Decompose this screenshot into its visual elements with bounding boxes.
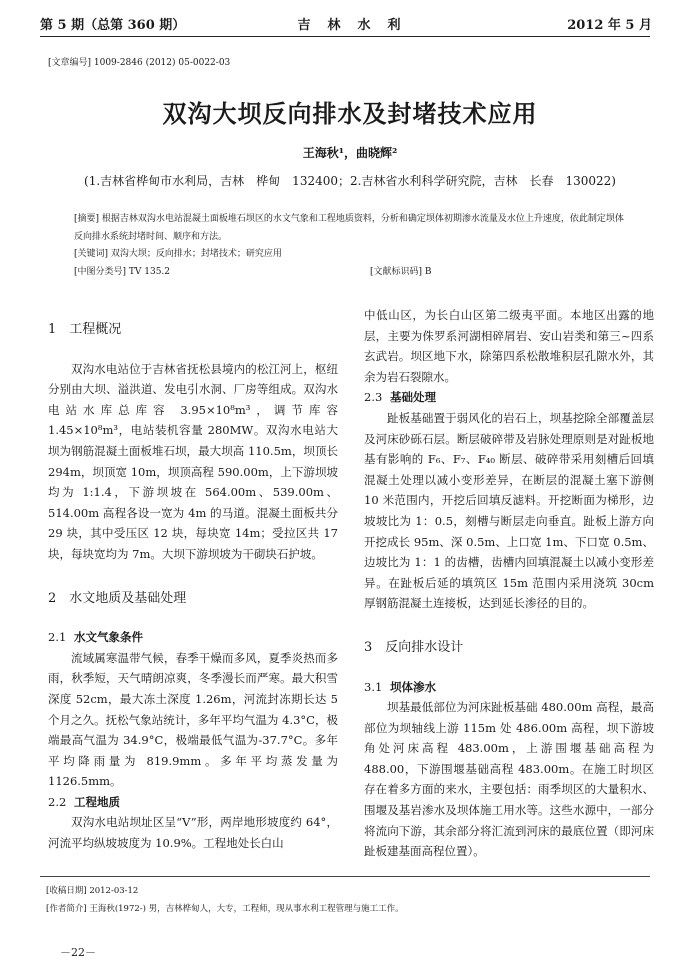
- keywords: [关键词] 双沟大坝；反向排水；封堵技术；研究应用: [74, 249, 282, 259]
- author-bio: [作者简介] 王海秋(1972-) 男，吉林桦甸人，大专，工程师，现从事水利工程管理与施工工作。: [46, 904, 404, 914]
- subsection-2-3-paragraph: 趾板基础置于弱风化的岩石上，坝基挖除全部覆盖层及河床砂砾石层。断层破碎带及岩脉处理原则是对趾板地基有影响的 F₆、F₇、F₄₀ 断层、破碎带采用刻槽后回填混凝土处理以减小变形差异，在断层的混凝土塞下游侧 10 米范围内，开挖后回填反滤料。开挖断面为梯形，边坡坡比为 1：0.5，刻槽与断层走向垂直。趾板上游方向开挖成长 95m、深 0.5m、上口宽 1m、下口宽 0.5m、边坡比为 1：1 的齿槽，齿槽内回填混凝土以减小变形差异。在趾板后延的填筑区 15m 范围内采用浇筑 30cm 厚钢筋混凝土连接板，达到延长渗径的目的。: [364, 410, 654, 611]
- subsection-number: 2.2: [48, 794, 67, 809]
- header-date: 2012 年 5 月: [567, 18, 652, 33]
- left-column: [48, 306, 338, 854]
- section-2-title: 2 水文地质及基础处理: [48, 590, 187, 606]
- authors: 王海秋¹，曲晓辉²: [302, 146, 398, 160]
- subsection-2-2-paragraph: 双沟水电站坝址区呈“V”形，两岸地形坡度约 64°，河流平均纵坡坡度为 10.9%。工程地处长白山: [48, 815, 338, 851]
- subsection-title: 工程地质: [74, 794, 120, 809]
- section-3-title: 3 反向排水设计: [364, 639, 464, 655]
- subsection-number: 2.3: [364, 390, 383, 405]
- subsection-2-1-heading: [48, 627, 338, 648]
- paper-title: 双沟大坝反向排水及封堵技术应用: [162, 99, 538, 128]
- subsection-number: 2.1: [48, 630, 67, 645]
- footer-rule: [40, 876, 650, 877]
- subsection-3-1-paragraph: 坝基最低部位为河床趾板基础 480.00m 高程，最高部位为坝轴线上游 115m 处 486.00m 高程，坝下游坡角处河床高程 483.00m，上游围堰基础高程为 488.00，下游围堰基础高程 483.00m。在施工时坝区存在着多方面的来水，主要包括：雨季坝区的大量积水、围堰及基岩渗水及坝体施工用水等。这些水源中，一部分将流向下游，其余部分将汇流到河床的最底位置（即河床趾板建基面高程位置）。: [364, 700, 654, 859]
- doc-code: [文献标识码] B: [370, 267, 432, 277]
- section-1-title: 1 工程概况: [48, 322, 122, 337]
- subsection-title: 坝体渗水: [390, 679, 436, 694]
- subsection-number: 3.1: [364, 679, 383, 694]
- affiliation: (1.吉林省桦甸市水利局，吉林 桦甸 132400；2.吉林省水利科学研究院，吉林 长春 130022): [84, 174, 616, 188]
- header-rule: [40, 36, 650, 37]
- subsection-title: 基础处理: [390, 390, 436, 405]
- subsection-title: 水文气象条件: [74, 630, 143, 645]
- clc-number: [中图分类号] TV 135.2: [74, 267, 171, 277]
- received-date: [收稿日期] 2012-03-12: [46, 886, 139, 896]
- subsection-2-2-heading: [48, 792, 338, 813]
- section-1-paragraph: 双沟水电站位于吉林省抚松县境内的松江河上，枢纽分别由大坝、溢洪道、发电引水洞、厂房等组成。双沟水电站水库总库容 3.95×10⁸m³，调节库容 1.45×10⁸m³，电站装机容量 280MW。双沟水电站大坝为钢筋混凝土面板堆石坝，最大坝高 110.5m，坝顶长 294m，坝顶宽 10m，坝顶高程 590.00m，上下游坝坡均为 1:1.4，下游坝坡在 564.00m、539.00m、514.00m 高程各设一宽为 4m 的马道。混凝土面板共分 29 块，其中受压区 12 块，每块宽 14m；受拉区共 17 块，每块宽均为 7m。大坝下游坝坡为干砌块石护坡。: [48, 361, 338, 561]
- subsection-3-1-heading: [364, 677, 654, 698]
- abstract: [摘要] 根据吉林双沟水电站混凝土面板堆石坝区的水文气象和工程地质资料，分析和确定坝体初期渗水流量及水位上升速度，依此制定坝体反向排水系统封堵时间、顺序和方法。: [74, 214, 624, 242]
- page-number: －22－: [60, 946, 96, 959]
- header-journal: 吉 林 水 利: [297, 18, 403, 33]
- header-issue: 第 5 期（总第 360 期）: [40, 18, 186, 33]
- subsection-2-3-heading: [364, 387, 654, 408]
- subsection-2-1-paragraph: 流域属寒温带气候，春季干燥而多风，夏季炎热而多雨，秋季短，天气晴朗凉爽，冬季漫长而严寒。最大积雪深度 52cm，最大冻土深度 1.26m，河流封冻期长达 5 个月之久。抚松气象站统计，多年平均气温为 4.3°C，极端最高气温为 34.9°C，极端最低气温为-37.7°C。多年平均降雨量为 819.9mm。多年平均蒸发量为 1126.5mm。: [48, 650, 338, 789]
- right-column: [364, 305, 654, 862]
- continued-paragraph: 中低山区，为长白山区第二级夷平面。本地区出露的地层，主要为侏罗系河湖相碎屑岩、安山岩类和第三~四系玄武岩。坝区地下水，除第四系松散堆积层孔隙水外，其余为岩石裂隙水。: [364, 308, 654, 384]
- doc-number: [文章编号] 1009-2846 (2012) 05-0022-03: [48, 58, 231, 68]
